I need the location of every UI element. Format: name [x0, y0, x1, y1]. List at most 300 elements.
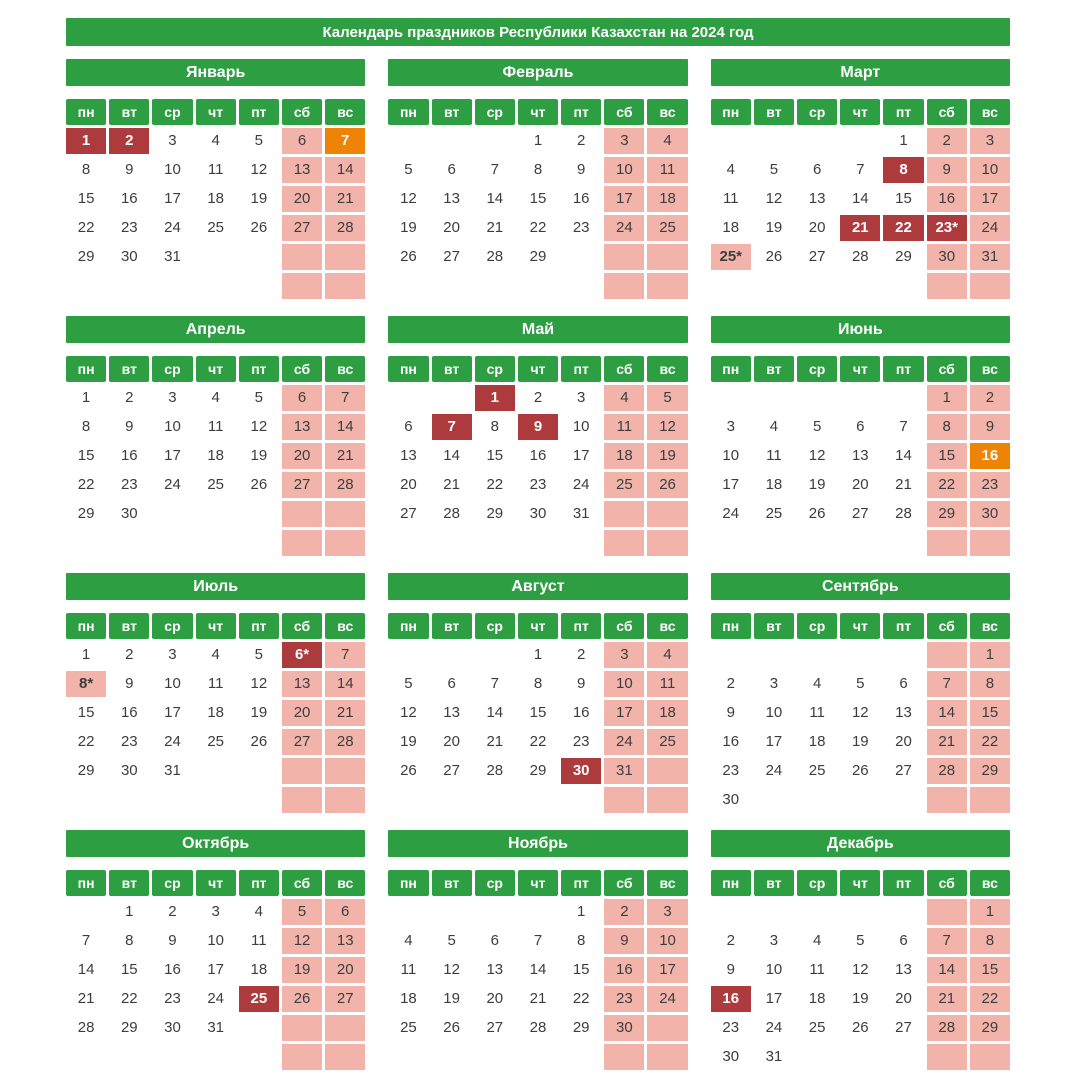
weekday-пт: пт [883, 870, 923, 896]
empty-weekend-cell [970, 787, 1010, 813]
day-cell: 11 [722, 190, 739, 207]
day-cell: 9 [125, 418, 134, 435]
empty-weekend-cell [927, 787, 967, 813]
day-cell: 26 [851, 1019, 869, 1036]
weekday-вт: вт [109, 99, 149, 125]
empty-weekend-cell [604, 501, 644, 527]
weekday-чт: чт [196, 356, 236, 382]
day-cell: 11 [207, 675, 224, 692]
day-cell: 27 [325, 986, 365, 1012]
day-cell: 1 [81, 646, 91, 663]
day-cell: 29 [927, 501, 967, 527]
day-cell: 1 [533, 132, 543, 149]
weekday-вт: вт [754, 613, 794, 639]
day-cell: 15 [970, 957, 1010, 983]
day-cell: 5 [254, 389, 264, 406]
day-cell: 29 [970, 758, 1010, 784]
weekday-пт: пт [561, 613, 601, 639]
day-cell: 14 [486, 704, 504, 721]
weekday-ср: ср [475, 356, 515, 382]
empty-weekend-cell [282, 1044, 322, 1070]
day-cell: 30 [529, 505, 547, 522]
day-cell: 17 [604, 186, 644, 212]
empty-cell [711, 642, 751, 668]
day-cell: 24 [164, 733, 181, 750]
day-cell: 23 [164, 990, 181, 1007]
day-cell: 25 [765, 505, 783, 522]
day-cell: 21 [529, 990, 547, 1007]
day-grid [66, 899, 365, 1070]
empty-weekend-cell [647, 530, 687, 556]
empty-cell [109, 530, 149, 556]
day-cell: 12 [250, 675, 268, 692]
day-cell: 8 [125, 932, 134, 949]
empty-cell [754, 642, 794, 668]
empty-cell [754, 899, 794, 925]
day-cell: 5 [254, 646, 264, 663]
day-cell: 22 [529, 733, 547, 750]
day-cell: 1 [81, 389, 91, 406]
weekday-вс: вс [647, 613, 687, 639]
holiday-day-cell: 9 [518, 414, 558, 440]
day-cell: 26 [647, 472, 687, 498]
empty-cell [561, 273, 601, 299]
weekday-вс: вс [970, 356, 1010, 382]
day-cell: 17 [970, 186, 1010, 212]
empty-cell [883, 787, 923, 813]
month-title: Июль [66, 573, 365, 600]
empty-cell [797, 899, 837, 925]
day-cell: 29 [529, 248, 547, 265]
day-cell: 5 [856, 932, 865, 949]
day-cell: 25 [808, 762, 826, 779]
day-cell: 19 [400, 219, 417, 236]
empty-cell [518, 530, 558, 556]
weekday-ср: ср [797, 870, 837, 896]
day-cell: 7 [490, 675, 499, 692]
day-cell: 12 [647, 414, 687, 440]
empty-cell [883, 273, 923, 299]
weekday-пн: пн [66, 99, 106, 125]
empty-cell [66, 899, 106, 925]
weekday-пт: пт [883, 356, 923, 382]
day-cell: 2 [577, 646, 586, 663]
holiday-day-cell: 25 [239, 986, 279, 1012]
day-cell: 31 [164, 248, 181, 265]
empty-weekend-cell [604, 530, 644, 556]
empty-cell [797, 530, 837, 556]
empty-cell [883, 385, 923, 411]
day-cell: 22 [927, 472, 967, 498]
empty-cell [432, 787, 472, 813]
day-cell: 17 [647, 957, 687, 983]
weekday-вт: вт [109, 870, 149, 896]
day-cell: 13 [282, 157, 322, 183]
day-cell: 5 [282, 899, 322, 925]
empty-cell [196, 1044, 236, 1070]
empty-cell [66, 530, 106, 556]
weekday-чт: чт [518, 613, 558, 639]
day-cell: 4 [647, 642, 687, 668]
empty-weekend-cell [604, 273, 644, 299]
empty-cell [432, 530, 472, 556]
day-cell: 2 [125, 389, 134, 406]
weekday-сб: сб [282, 99, 322, 125]
day-grid [66, 128, 365, 299]
month-title: Январь [66, 59, 365, 86]
day-grid [66, 642, 365, 813]
month-title: Декабрь [711, 830, 1010, 857]
day-cell: 12 [808, 447, 826, 464]
calendar-title: Календарь праздников Республики Казахстан на 2024 год [66, 18, 1010, 46]
day-cell: 28 [529, 1019, 547, 1036]
day-cell: 2 [577, 132, 586, 149]
day-cell: 7 [325, 385, 365, 411]
day-cell: 3 [970, 128, 1010, 154]
day-cell: 18 [604, 443, 644, 469]
day-cell: 3 [168, 132, 177, 149]
empty-cell [518, 787, 558, 813]
day-cell: 29 [529, 762, 547, 779]
weekday-header [388, 613, 687, 639]
day-cell: 20 [282, 700, 322, 726]
empty-cell [883, 899, 923, 925]
day-cell: 12 [282, 928, 322, 954]
empty-cell [754, 787, 794, 813]
empty-cell [152, 501, 192, 527]
day-cell: 22 [77, 733, 95, 750]
day-cell: 8 [81, 161, 91, 178]
day-cell: 25 [207, 219, 224, 236]
weekday-чт: чт [840, 870, 880, 896]
empty-cell [797, 787, 837, 813]
weekday-сб: сб [604, 99, 644, 125]
weekday-чт: чт [840, 99, 880, 125]
day-cell: 23 [722, 762, 740, 779]
empty-cell [475, 530, 515, 556]
day-cell: 19 [808, 476, 826, 493]
weekday-пт: пт [561, 870, 601, 896]
month-title: Апрель [66, 316, 365, 343]
day-cell: 23 [572, 219, 590, 236]
month-title: Февраль [388, 59, 687, 86]
empty-cell [109, 1044, 149, 1070]
day-cell: 4 [812, 675, 822, 692]
empty-cell [475, 1044, 515, 1070]
month-title: Ноябрь [388, 830, 687, 857]
day-cell: 24 [970, 215, 1010, 241]
empty-weekend-cell [282, 501, 322, 527]
day-cell: 6 [899, 675, 908, 692]
months-grid [66, 59, 1010, 1070]
day-cell: 25 [604, 472, 644, 498]
religious-holiday-day-cell: 7 [325, 128, 365, 154]
empty-cell [432, 642, 472, 668]
day-cell: 18 [722, 219, 740, 236]
day-cell: 15 [572, 961, 590, 978]
day-cell: 7 [856, 161, 865, 178]
day-cell: 26 [808, 505, 826, 522]
empty-weekend-cell [647, 758, 687, 784]
day-cell: 28 [325, 215, 365, 241]
empty-weekend-cell [604, 244, 644, 270]
day-cell: 3 [604, 642, 644, 668]
empty-cell [883, 642, 923, 668]
empty-cell [239, 501, 279, 527]
weekday-сб: сб [927, 870, 967, 896]
holiday-day-cell: 30 [561, 758, 601, 784]
empty-cell [196, 501, 236, 527]
day-cell: 6 [282, 385, 322, 411]
day-cell: 12 [250, 418, 268, 435]
weekday-вт: вт [754, 99, 794, 125]
empty-cell [840, 530, 880, 556]
empty-cell [196, 758, 236, 784]
day-cell: 5 [447, 932, 456, 949]
weekday-вс: вс [970, 613, 1010, 639]
day-cell: 27 [282, 472, 322, 498]
weekday-чт: чт [518, 870, 558, 896]
day-cell: 12 [765, 190, 783, 207]
empty-weekend-cell [282, 244, 322, 270]
empty-cell [797, 1044, 837, 1070]
empty-weekend-cell [647, 1044, 687, 1070]
day-cell: 27 [486, 1019, 504, 1036]
day-cell: 1 [970, 899, 1010, 925]
day-cell: 8 [970, 928, 1010, 954]
day-cell: 18 [207, 447, 224, 464]
day-cell: 20 [443, 219, 460, 236]
day-cell: 29 [572, 1019, 590, 1036]
empty-weekend-cell [604, 787, 644, 813]
day-cell: 14 [486, 190, 504, 207]
day-cell: 7 [533, 932, 543, 949]
day-cell: 28 [486, 248, 504, 265]
day-cell: 28 [895, 505, 912, 522]
day-cell: 15 [970, 700, 1010, 726]
empty-cell [797, 273, 837, 299]
empty-cell [196, 273, 236, 299]
day-cell: 12 [250, 161, 268, 178]
empty-cell [109, 273, 149, 299]
empty-weekend-cell [927, 1044, 967, 1070]
day-cell: 8 [81, 418, 91, 435]
day-cell: 13 [400, 447, 417, 464]
day-cell: 24 [722, 505, 740, 522]
empty-weekend-cell [647, 787, 687, 813]
day-cell: 27 [895, 1019, 912, 1036]
day-cell: 13 [443, 704, 460, 721]
day-cell: 12 [851, 704, 869, 721]
day-cell: 14 [325, 157, 365, 183]
day-cell: 18 [207, 190, 224, 207]
empty-cell [840, 385, 880, 411]
day-cell: 16 [604, 957, 644, 983]
day-cell: 28 [325, 472, 365, 498]
empty-cell [754, 385, 794, 411]
empty-cell [239, 1044, 279, 1070]
holiday-day-cell: 1 [66, 128, 106, 154]
day-cell: 6 [447, 675, 456, 692]
weekday-вс: вс [647, 99, 687, 125]
day-cell: 11 [647, 157, 687, 183]
day-cell: 11 [809, 704, 825, 721]
month-5 [388, 316, 687, 556]
day-cell: 11 [207, 161, 224, 178]
day-cell: 17 [604, 700, 644, 726]
day-cell: 13 [895, 704, 912, 721]
day-cell: 16 [120, 704, 138, 721]
weekday-вт: вт [432, 356, 472, 382]
day-cell: 27 [282, 215, 322, 241]
empty-weekend-cell [282, 758, 322, 784]
day-cell: 19 [250, 704, 268, 721]
weekday-ср: ср [797, 356, 837, 382]
day-cell: 13 [895, 961, 912, 978]
day-cell: 10 [164, 675, 181, 692]
day-cell: 27 [443, 762, 460, 779]
day-cell: 31 [164, 762, 181, 779]
empty-weekend-cell [282, 1015, 322, 1041]
weekday-чт: чт [196, 99, 236, 125]
empty-cell [432, 273, 472, 299]
empty-cell [840, 899, 880, 925]
day-cell: 9 [577, 675, 586, 692]
day-grid [711, 899, 1010, 1070]
day-cell: 10 [970, 157, 1010, 183]
day-cell: 5 [769, 161, 779, 178]
day-cell: 2 [726, 675, 735, 692]
holiday-day-cell: 22 [883, 215, 923, 241]
day-cell: 23 [970, 472, 1010, 498]
day-cell: 3 [211, 903, 220, 920]
weekday-вт: вт [432, 613, 472, 639]
day-cell: 7 [325, 642, 365, 668]
day-cell: 3 [769, 675, 779, 692]
day-cell: 22 [970, 986, 1010, 1012]
day-cell: 28 [486, 762, 504, 779]
empty-weekend-cell [325, 1015, 365, 1041]
month-4 [66, 316, 365, 556]
day-cell: 5 [254, 132, 264, 149]
weekday-вт: вт [109, 613, 149, 639]
day-grid [388, 642, 687, 813]
weekday-пт: пт [883, 99, 923, 125]
empty-cell [561, 244, 601, 270]
day-cell: 8 [490, 418, 499, 435]
day-cell: 19 [851, 733, 869, 750]
weekday-ср: ср [152, 99, 192, 125]
weekday-вс: вс [970, 99, 1010, 125]
day-cell: 31 [604, 758, 644, 784]
day-cell: 5 [404, 675, 413, 692]
day-cell: 4 [604, 385, 644, 411]
empty-cell [388, 273, 428, 299]
weekday-пн: пн [711, 99, 751, 125]
day-cell: 17 [572, 447, 590, 464]
day-cell: 22 [572, 990, 590, 1007]
day-cell: 13 [851, 447, 869, 464]
day-cell: 11 [809, 961, 825, 978]
weekday-header [711, 356, 1010, 382]
month-title: Сентябрь [711, 573, 1010, 600]
day-cell: 11 [604, 414, 644, 440]
empty-weekend-cell [282, 273, 322, 299]
day-cell: 30 [722, 791, 740, 808]
day-cell: 7 [490, 161, 499, 178]
empty-cell [388, 787, 428, 813]
day-cell: 11 [207, 418, 224, 435]
empty-cell [239, 787, 279, 813]
day-cell: 5 [856, 675, 865, 692]
day-cell: 29 [970, 1015, 1010, 1041]
day-cell: 26 [765, 248, 783, 265]
holiday-day-cell: 8 [883, 157, 923, 183]
day-cell: 30 [120, 762, 138, 779]
empty-weekend-cell [325, 530, 365, 556]
empty-weekend-cell [325, 1044, 365, 1070]
month-6 [711, 316, 1010, 556]
day-grid [711, 128, 1010, 299]
weekday-вт: вт [432, 870, 472, 896]
weekday-header [711, 613, 1010, 639]
day-cell: 8 [533, 675, 543, 692]
holiday-day-cell: 2 [109, 128, 149, 154]
day-cell: 21 [486, 733, 504, 750]
weekday-header [711, 99, 1010, 125]
empty-weekend-cell [970, 273, 1010, 299]
day-cell: 16 [164, 961, 181, 978]
day-cell: 8 [577, 932, 586, 949]
empty-cell [475, 899, 515, 925]
day-cell: 15 [529, 190, 547, 207]
day-cell: 13 [808, 190, 826, 207]
weekday-пн: пн [66, 870, 106, 896]
weekday-пт: пт [561, 99, 601, 125]
day-cell: 10 [572, 418, 590, 435]
day-cell: 8 [533, 161, 543, 178]
month-1 [66, 59, 365, 299]
day-cell: 3 [168, 646, 177, 663]
day-cell: 26 [443, 1019, 460, 1036]
day-cell: 25 [647, 215, 687, 241]
day-cell: 21 [927, 986, 967, 1012]
empty-cell [196, 244, 236, 270]
day-cell: 22 [77, 476, 95, 493]
month-9 [711, 573, 1010, 813]
day-cell: 14 [529, 961, 547, 978]
weekday-header [388, 870, 687, 896]
day-cell: 21 [486, 219, 504, 236]
empty-cell [239, 530, 279, 556]
weekday-header [388, 356, 687, 382]
month-3 [711, 59, 1010, 299]
weekday-пн: пн [388, 356, 428, 382]
empty-weekend-cell [282, 530, 322, 556]
day-cell: 10 [164, 418, 181, 435]
day-cell: 31 [207, 1019, 224, 1036]
day-cell: 6 [404, 418, 413, 435]
day-cell: 12 [443, 961, 460, 978]
weekday-header [66, 356, 365, 382]
day-cell: 24 [604, 729, 644, 755]
day-cell: 22 [970, 729, 1010, 755]
empty-cell [475, 128, 515, 154]
empty-cell [711, 899, 751, 925]
month-11 [388, 830, 687, 1070]
month-title: Август [388, 573, 687, 600]
holiday-day-cell: 16 [711, 986, 751, 1012]
